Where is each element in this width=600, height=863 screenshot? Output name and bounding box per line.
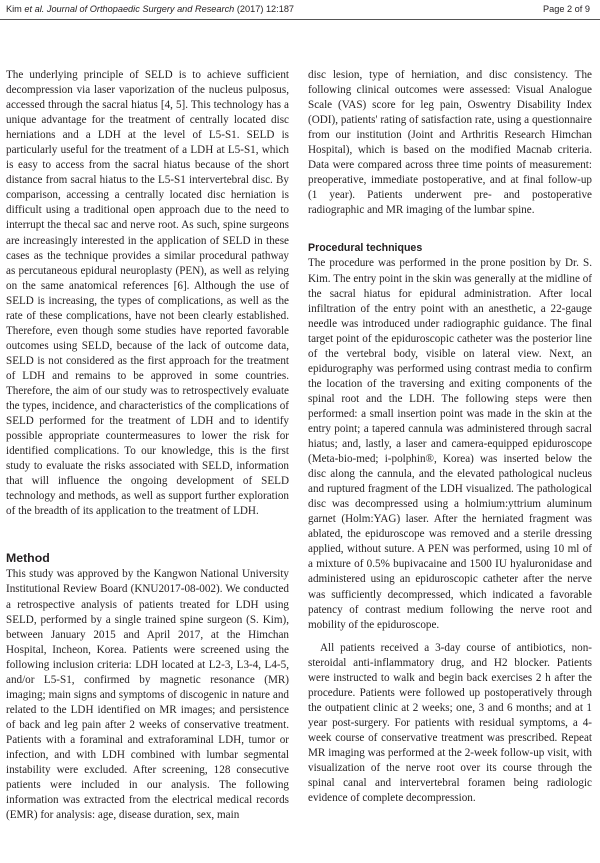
journal-citation: Kim et al. Journal of Orthopaedic Surgery and Research (2017) 12:187	[6, 4, 295, 14]
paragraph-gap	[308, 633, 592, 641]
page-number: Page 2 of 9	[543, 4, 590, 14]
continuation-paragraph: disc lesion, type of herniation, and disc consistency. The following clinical outcomes were assessed: Visual Analogue Scale (VAS) score for leg pain, Oswentry Disability Index (ODI), patients' rating of satisfaction rate, using a questionnaire from our institution (Joint and Arthritis Research Himchan Hospital), which is based on the modified Macnab criteria. Data were compared across three time points of measurement: preoperative, immediate postoperative, and at final follow-up (1 year). Patients underwent pre- and postoperative radiographic and MR imaging of the lumbar spine.	[308, 69, 592, 217]
page-header	[6, 4, 590, 18]
procedural-paragraph: The procedure was performed in the prone position by Dr. S. Kim. The entry point in the skin was generally at the midline of the sacral hiatus for epidural administration. After local infiltration of the entry point with an anesthetic, a 22-gauge needle was introduced under radiographic guidance. The final target point of the epiduroscopic catheter was the posterior line of the vertebral body, visible on lateral view. Next, an epidurography was performed using contrast media to confirm the location of the traversing and exiting components of the spinal root and the LDH. The following steps were then performed: a small insertion point was made in the skin at the entry point; a tapered cannula was administered through sacral hiatus; and, lastly, a laser and camera-equipped epiduroscope (Meta-bio-med; i-polphin®, Korea) was inserted below the disc along the cannula, and the elevated pathological nucleus and ruptured fragment of the LDH visualized. The pathological disc was decompressed using a holmium:yttrium aluminum garnet (Holm:YAG) laser. After the herniated fragment was ablated, the epiduroscope was removed and a sterile dressing applied, without suture. A PEN was performed, using 10 ml of a mixture of 0.5% bupivacaine and 1500 IU hyaluronidase and administered using an epiduroscopic catheter after the nerve was sufficiently decompressed, which indicated a favorable patency of contrast medium following the nerve root and mobility of the epiduroscope.	[308, 257, 592, 631]
method-paragraph: This study was approved by the Kangwon National University Institutional Review Board (KNU2017-08-002). We conducted a retrospective analysis of patients treated for LDH using SELD, performed by a single trained spine surgeon (S. Kim), between January 2015 and April 2017, at the Himchan Hospital, Incheon, Korea. Patients were screened using the following inclusion criteria: LDH located at L2-3, L3-4, L4-5, and/or L5-S1, confirmed by magnetic resonance (MR) imaging; main signs and symptoms of discogenic in nature and related to the LDH identified on MR images; and persistence of back and leg pain after 2 weeks of conservative treatment. Patients with a foraminal and extraforaminal LDH, tumor or infection, and with LDH combined with lumbar segmental instability were excluded. After screening, 128 consecutive patients were included in our analysis. The following information was extracted from the electrical medical records (EMR) for analysis: age, disease duration, sex, main	[6, 568, 289, 822]
procedural-techniques-heading: Procedural techniques	[308, 242, 423, 255]
left-column	[6, 68, 289, 823]
right-column	[308, 68, 592, 806]
header-divider	[0, 19, 600, 20]
method-heading: Method	[6, 551, 50, 566]
postop-paragraph: All patients received a 3-day course of antibiotics, non-steroidal anti-inflammatory drug, and H2 blocker. Patients were instructed to walk and begin back exercises 2 h after the procedure. Patients were followed up postoperatively through the outpatient clinic at 2 weeks; one, 3 and 6 months; and at 1 year post-surgery. For patients with residual symptoms, a 4-week course of conservative treatment was prescribed. Repeat MR imaging was performed at the 2-week follow-up visit, with visualization of the nerve root over its course through the spinal canal and intervertebral foramen being radiologic evidence of complete decompression.	[308, 641, 592, 805]
intro-paragraph: The underlying principle of SELD is to achieve sufficient decompression via laser vaporization of the nucleus pulposus, accessed through the sacral hiatus [4, 5]. This technology has a unique advantage for the treatment of centrally located disc herniations and a LDH at the level of L5-S1. SELD is particularly useful for the treatment of a LDH at L5-S1, which is easy to access from the sacral hiatus because of the short distance from sacral hiatus to the L5-S1 intervertebral disc. By comparison, accessing a centrally located disc herniation is difficult using a traditional open approach due to the need to interrupt the thecal sac and nerve root. As such, spine surgeons are increasingly interested in the application of SELD in these cases as the technique provides a similar procedural pathway as percutaneous epidural neuroplasty (PEN), as well as relying on the same anatomical references [6]. Although the use of SELD is increasing, the types of complications, as well as the rate of these complications, have not been clearly established. Therefore, even though some studies have reported favorable outcomes using SELD, because of the lack of outcome data, SELD is not considered as the first approach for the treatment of LDH and remains to be approved in some countries. Therefore, the aim of our study was to retrospectively evaluate the types, incidence, and characteristics of the complications of SELD performed for the treatment of LDH and to identify possible appropriate countermeasures to lower the risk for identified complications. To our knowledge, this is the first study to evaluate the risks associated with SELD, information that will influence the ongoing development of SELD technology and methods, as well as support further exploration of the breadth of its application to the treatment of LDH.	[6, 69, 289, 518]
